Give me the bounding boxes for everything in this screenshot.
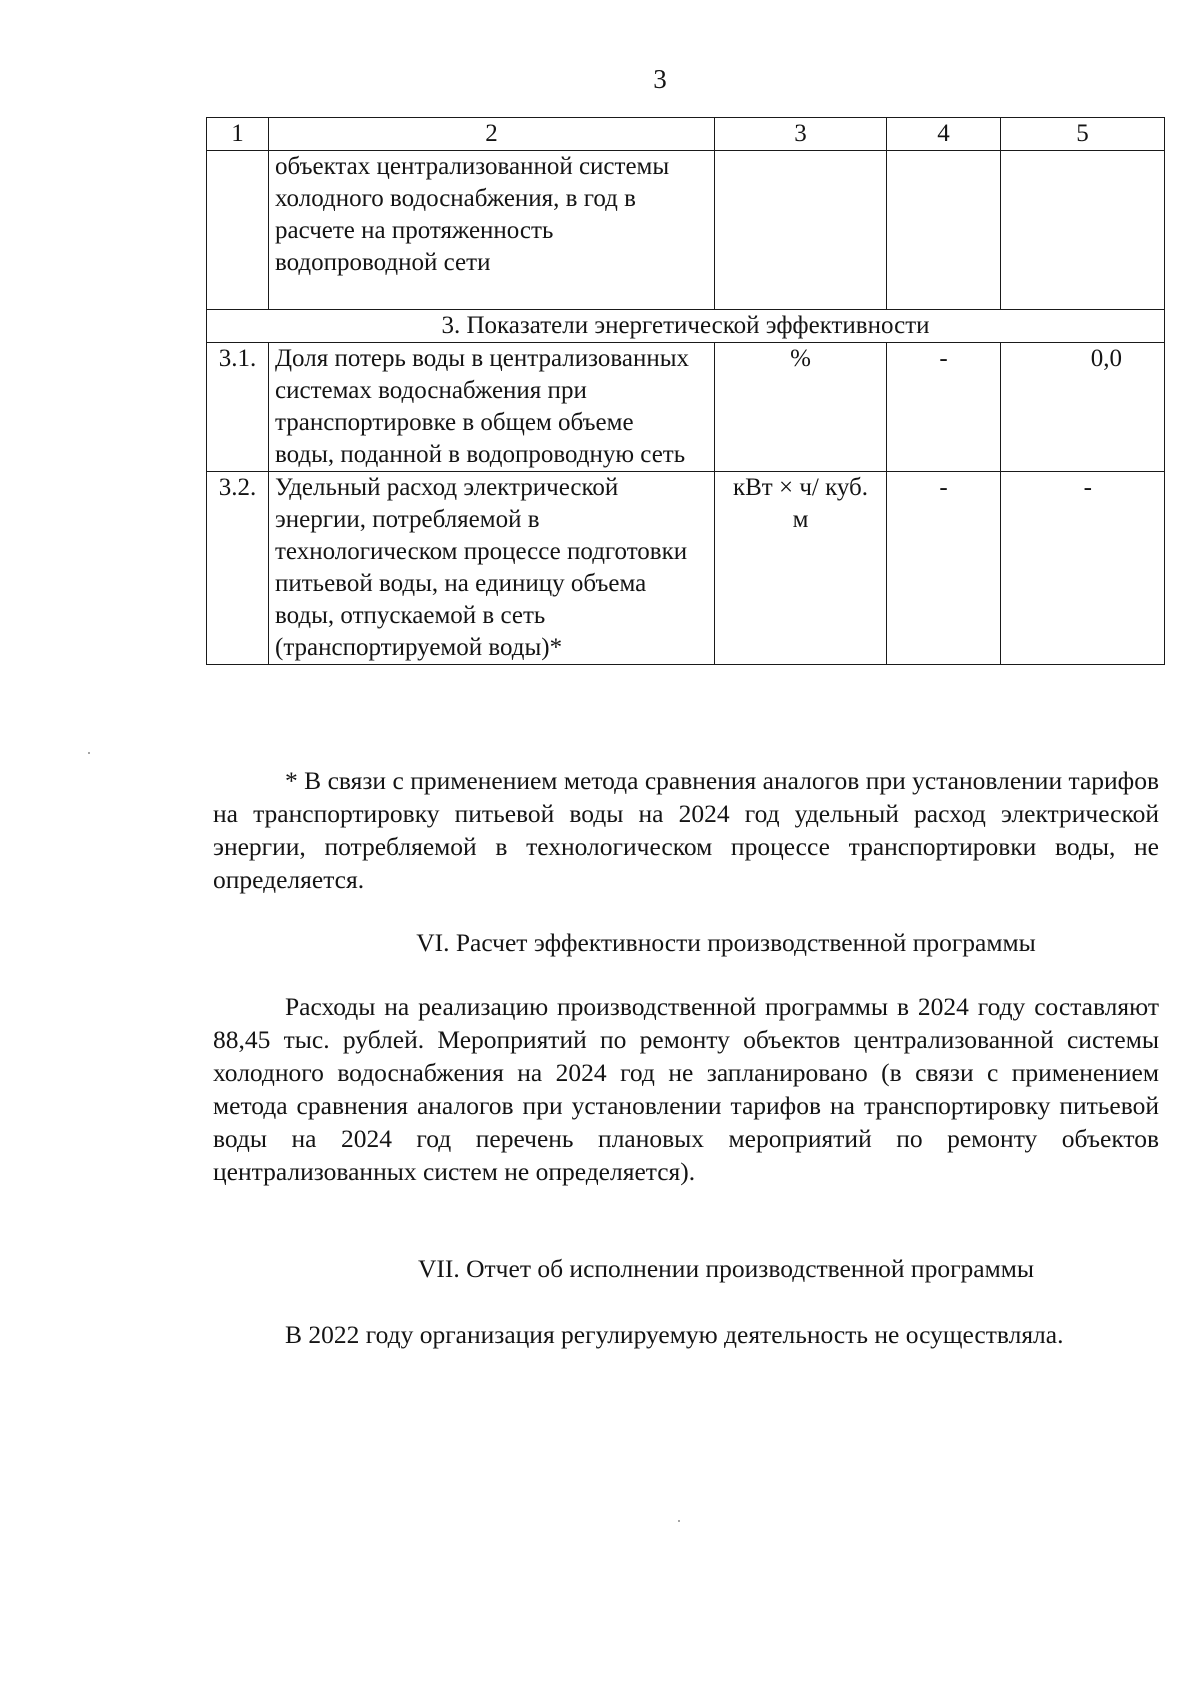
- table-header-row: [207, 118, 1165, 151]
- footnote: [213, 764, 1159, 896]
- header-cell: 3: [715, 118, 887, 151]
- table-row: [207, 151, 1165, 310]
- header-cell: 5: [1001, 118, 1165, 151]
- value-cell: -: [1001, 472, 1165, 665]
- row-number: 3.2.: [207, 472, 269, 665]
- unit-cell: %: [715, 343, 887, 472]
- unit-cell: [715, 151, 887, 310]
- indicators-table: [206, 117, 1165, 665]
- section-7-title: VII. Отчет об исполнении производственной программы: [417, 1254, 1035, 1283]
- section-6-text: Расходы на реализацию производственной программы в 2024 году составляют 88,45 тыс. рублей. Мероприятий по ремонту объектов централизованной системы холодного водоснабжения на 2024 год не запланировано (в связи с применением метода сравнения аналогов при установлении тарифов на транспортировку питьевой воды на 2024 год перечень плановых мероприятий по ремонту объектов централизованных систем не определяется).: [213, 992, 1159, 1186]
- header-cell: 4: [887, 118, 1001, 151]
- header-cell: 1: [207, 118, 269, 151]
- value-cell: -: [887, 343, 1001, 472]
- indicator-name: Удельный расход электрической энергии, потребляемой в технологическом процессе подготовки питьевой воды, на единицу объема воды, отпускаемой в сеть (транспортируемой воды)*: [269, 472, 715, 665]
- value-cell: [1001, 151, 1165, 310]
- section-6-title: VI. Расчет эффективности производственной программы: [416, 928, 1036, 957]
- table-row: [207, 343, 1165, 472]
- row-number: 3.1.: [207, 343, 269, 472]
- section-7-body: [213, 1318, 1159, 1351]
- scan-speck: [678, 1520, 680, 1522]
- table-row: [207, 472, 1165, 665]
- row-number: [207, 151, 269, 310]
- section-title: 3. Показатели энергетической эффективности: [207, 310, 1165, 343]
- page-number: 3: [653, 64, 667, 94]
- section-6-body: [213, 990, 1159, 1188]
- value-cell: 0,0: [1001, 343, 1165, 472]
- header-cell: 2: [269, 118, 715, 151]
- value-cell: [887, 151, 1001, 310]
- unit-cell: кВт × ч/ куб. м: [715, 472, 887, 665]
- indicator-name: объектах централизованной системы холодного водоснабжения, в год в расчете на протяженность водопроводной сети: [269, 151, 715, 310]
- footnote-text: * В связи с применением метода сравнения аналогов при установлении тарифов на транспортировку питьевой воды на 2024 год удельный расход электрической энергии, потребляемой в технологическом процессе транспортировки воды, не определяется.: [213, 766, 1159, 894]
- section-row: [207, 310, 1165, 343]
- indicator-name: Доля потерь воды в централизованных системах водоснабжения при транспортировке в общем объеме воды, поданной в водопроводную сеть: [269, 343, 715, 472]
- section-7-text: В 2022 году организация регулируемую деятельность не осуществляла.: [285, 1320, 1064, 1349]
- value-cell: -: [887, 472, 1001, 665]
- scan-speck: [88, 752, 90, 754]
